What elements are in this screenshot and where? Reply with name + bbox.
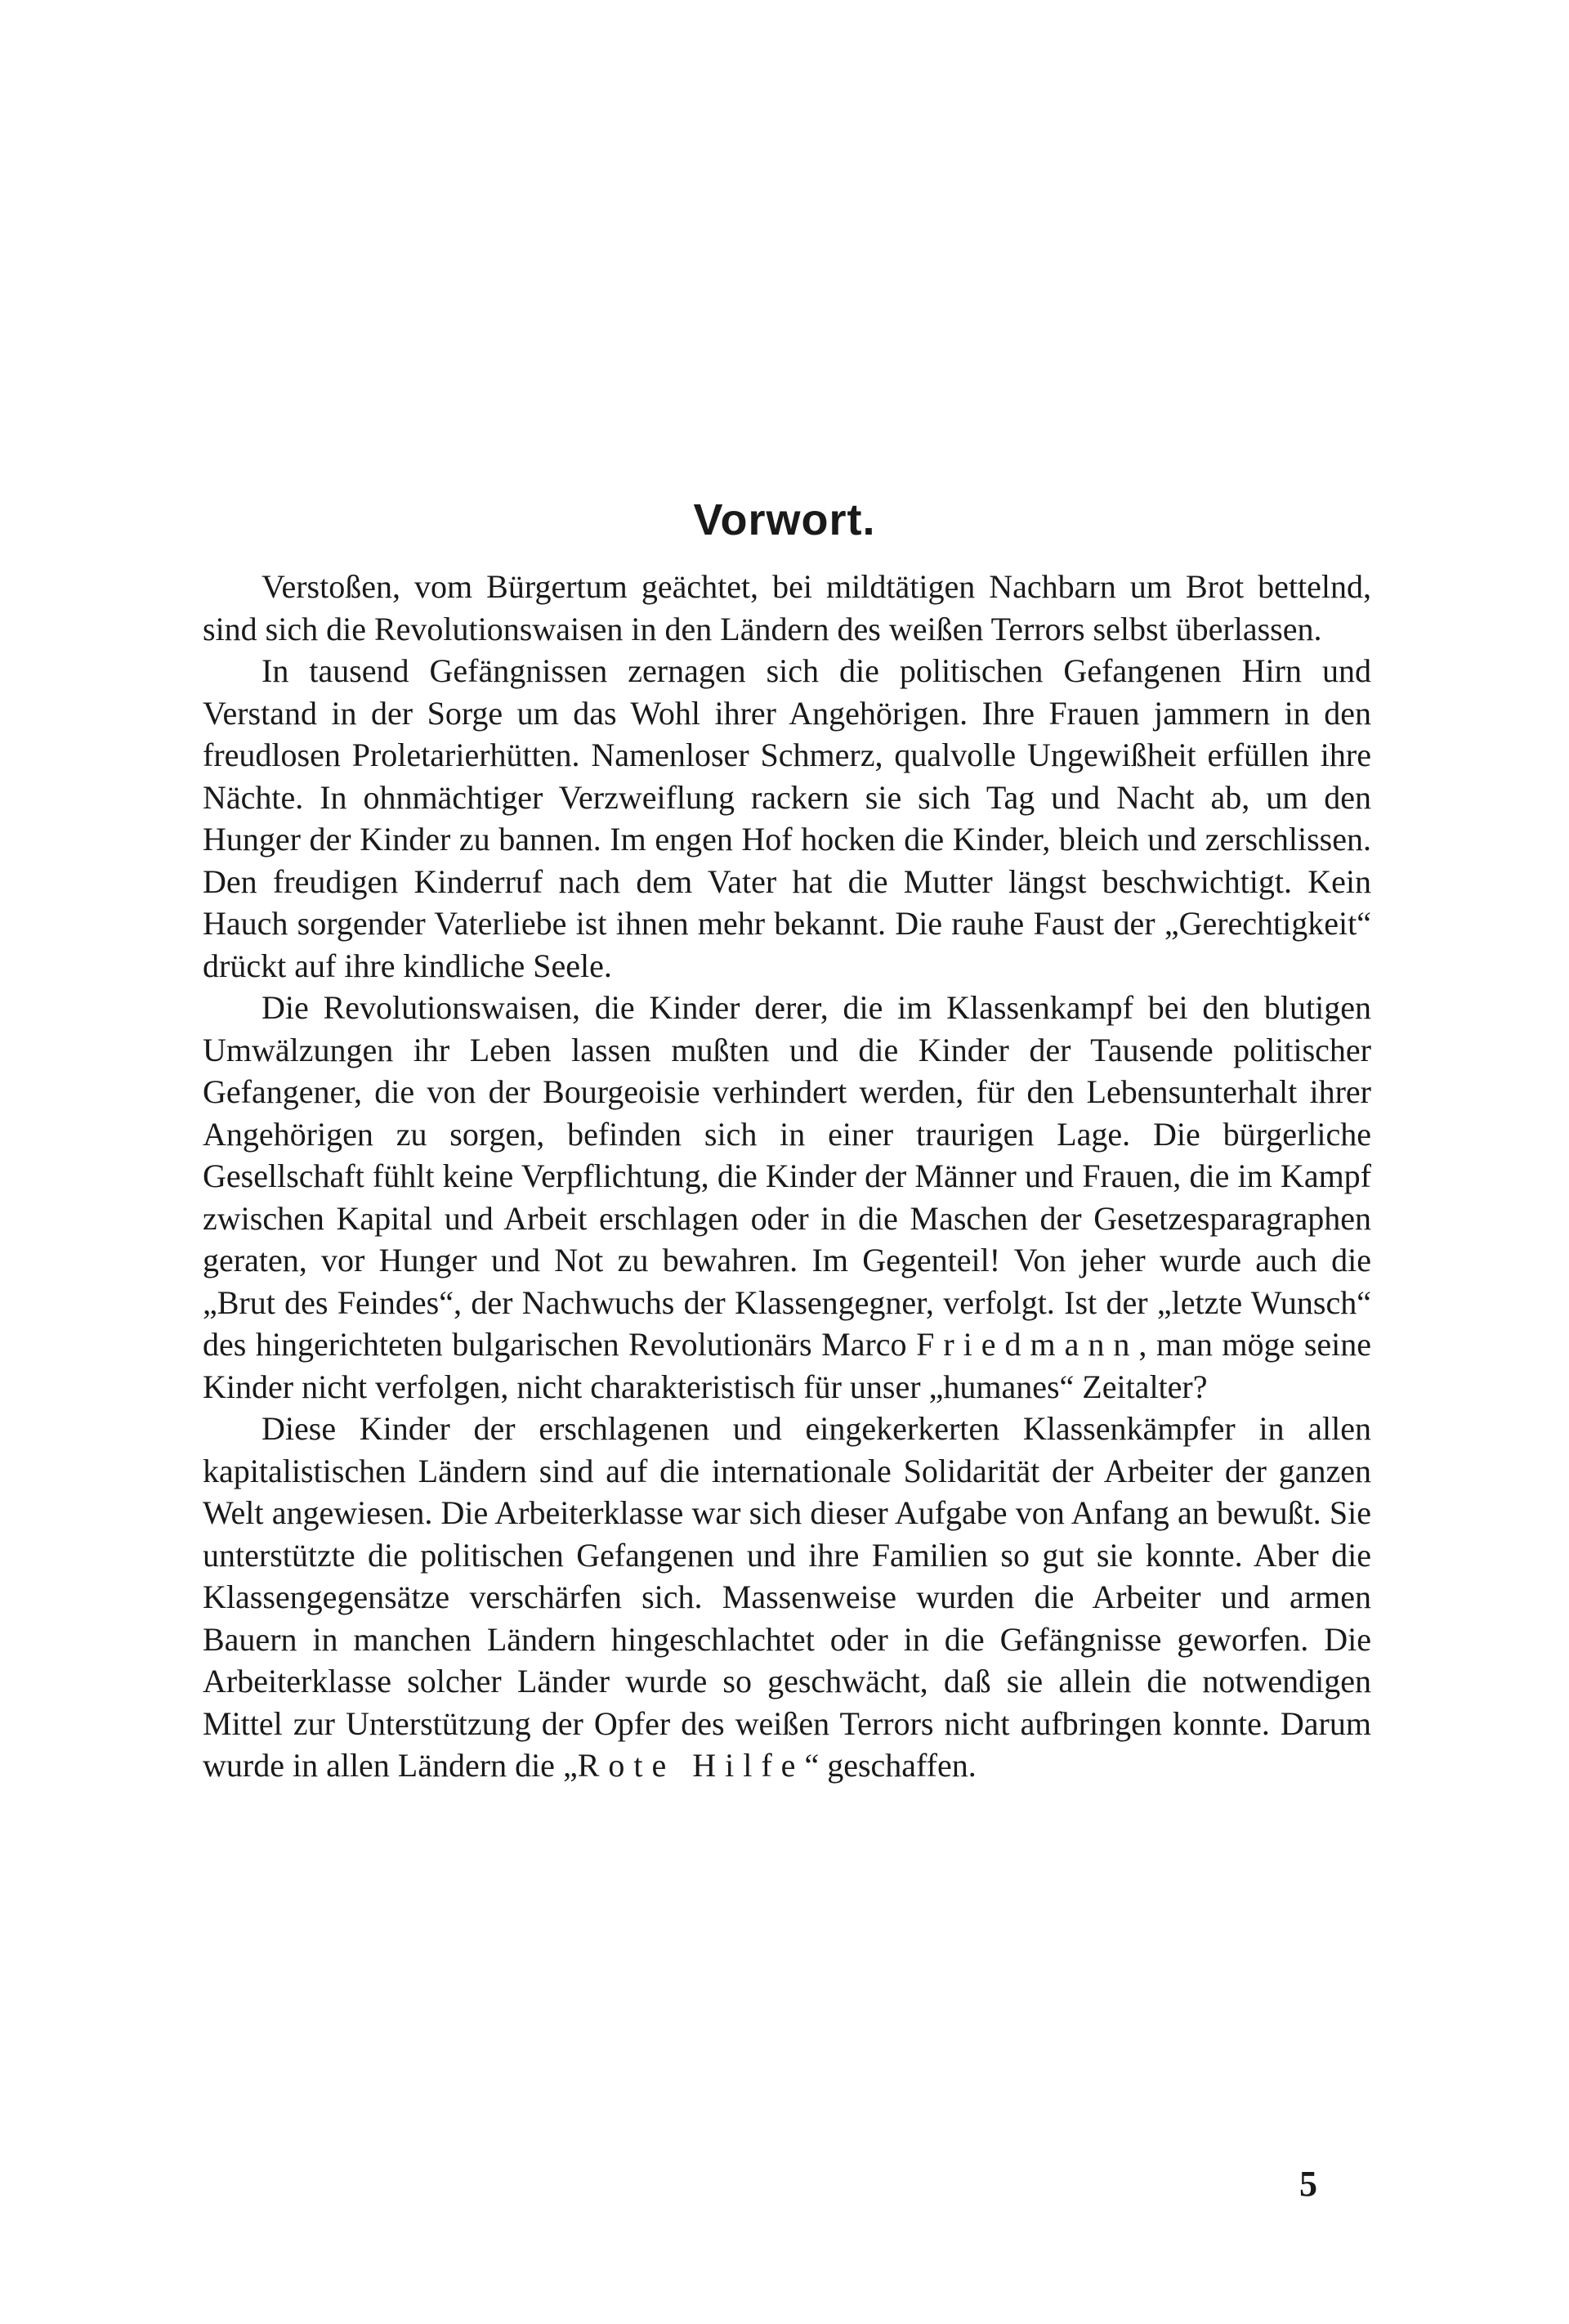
page-number: 5: [1299, 2164, 1317, 2204]
paragraph-3-text-before: Die Revolutionswaisen, die Kinder derer, die im Klassenkampf bei den blutigen Umwälzungen ihr Leben lassen mußten und die Kinder der Tausende politischer Gefangener, die von der Bourgeoisie verhindert werden, für den Lebensunterhalt ihrer Angehörigen zu sorgen, befinden sich in einer traurigen Lage. Die bürgerliche Gesellschaft fühlt keine Verpflichtung, die Kinder der Männer und Frauen, die im Kampf zwischen Kapital und Arbeit erschlagen oder in die Maschen der Gesetzesparagraphen geraten, vor Hunger und Not zu bewahren. Im Gegenteil! Von jeher wurde auch die „Brut des Feindes“, der Nachwuchs der Klassengegner, verfolgt. Ist der „letzte Wunsch“ des hingerichteten bulgarischen Revolutionärs Marco: [203, 989, 1371, 1363]
emphasized-name-friedmann: Friedmann: [916, 1326, 1139, 1363]
paragraph-3: [203, 987, 1371, 1408]
body-text: [203, 566, 1371, 1787]
paragraph-4-text-before: Diese Kinder der erschlagenen und eingekerkerten Klassenkämpfer in allen kapitalistischen Ländern sind auf die internationale Solidarität der Arbeiter der ganzen Welt angewiesen. Die Arbeiterklasse war sich dieser Aufgabe von Anfang an bewußt. Sie unterstützte die politischen Gefangenen und ihre Familien so gut sie konnte. Aber die Klassengegensätze verschärfen sich. Massenweise wurden die Arbeiter und armen Bauern in manchen Ländern hingeschlachtet oder in die Gefängnisse geworfen. Die Arbeiterklasse solcher Länder wurde so geschwächt, daß sie allein die notwendigen Mittel zur Unterstützung der Opfer des weißen Terrors nicht aufbringen konnte. Darum wurde in allen Ländern die „: [203, 1410, 1371, 1784]
paragraph-3-text-after: , man möge seine Kinder nicht verfolgen, nicht charakteristisch für unser „humanes“ Zeitalter?: [203, 1326, 1372, 1405]
paragraph-2-text: In tausend Gefängnissen zernagen sich die politischen Gefangenen Hirn und Verstand in der Sorge um das Wohl ihrer Angehörigen. Ihre Frauen jammern in den freudlosen Proletarierhütten. Namenloser Schmerz, qualvolle Ungewißheit erfüllen ihre Nächte. In ohnmächtiger Verzweiflung rackern sie sich Tag und Nacht ab, um den Hunger der Kinder zu bannen. Im engen Hof hocken die Kinder, bleich und zerschlissen. Den freudigen Kinderruf nach dem Vater hat die Mutter längst beschwichtigt. Kein Hauch sorgender Vaterliebe ist ihnen mehr bekannt. Die rauhe Faust der „Gerechtigkeit“ drückt auf ihre kindliche Seele.: [203, 652, 1371, 984]
paragraph-4-text-after: “ geschaffen.: [804, 1747, 977, 1784]
emphasized-rote-hilfe: Rote Hilfe: [577, 1747, 805, 1784]
paragraph-1-text: Verstoßen, vom Bürgertum geächtet, bei mildtätigen Nachbarn um Brot bettelnd, sind sich die Revolutionswaisen in den Ländern des weißen Terrors selbst überlassen.: [203, 568, 1371, 647]
paragraph-2: [203, 650, 1371, 987]
page-title: Vorwort.: [693, 495, 876, 544]
paragraph-4: [203, 1408, 1371, 1787]
paragraph-1: [203, 566, 1371, 650]
